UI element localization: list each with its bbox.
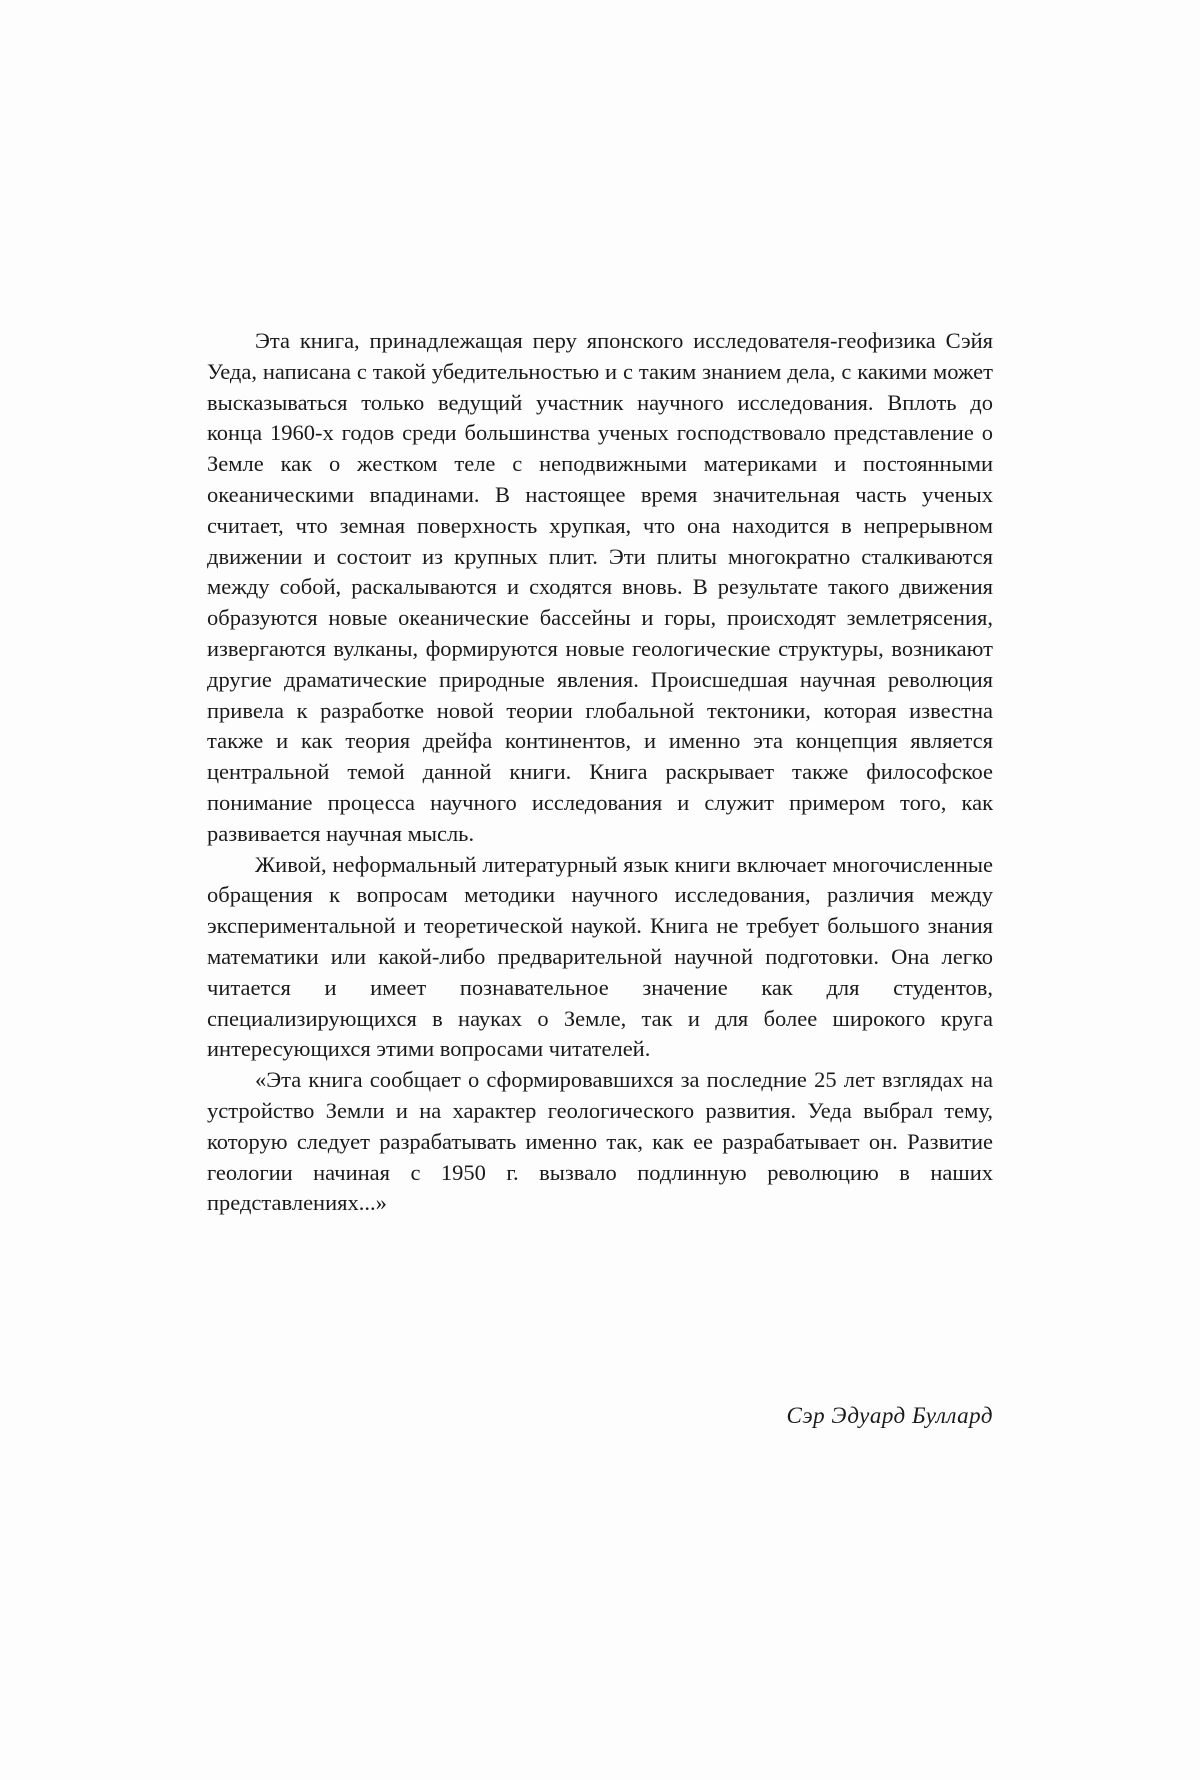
annotation-text xyxy=(207,326,993,1219)
quote-author-signature: Сэр Эдуард Буллард xyxy=(786,1403,993,1428)
paragraph-2: Живой, неформальный литературный язык книги включает многочисленные обращения к вопросам методики научного исследования, различия между экспериментальной и теоретической наукой. Книга не требует большого знания математики или какой-либо предварительной научной подготовки. Она легко читается и имеет познавательное значение как для студентов, специализирующихся в науках о Земле, так и для более широкого круга интересующихся этими вопросами читателей. xyxy=(207,851,993,1062)
paragraph-3-quote: «Эта книга сообщает о сформировавшихся за последние 25 лет взглядах на устройство Земли и на характер геологического развития. Уеда выбрал тему, которую следует разрабатывать именно так, как ее разрабатывает он. Развитие геологии начиная с 1950 г. вызвало подлинную революцию в наших представлениях...» xyxy=(207,1067,993,1216)
paragraph-1: Эта книга, принадлежащая перу японского исследователя-геофизика Сэйя Уеда, написана с такой убедительностью и с таким знанием дела, с какими может высказываться только ведущий участник научного исследования. Вплоть до конца 1960-х годов среди большинства ученых господствовало представление о Земле как о жестком теле с неподвижными материками и постоянными океаническими впадинами. В настоящее время значительная часть ученых считает, что земная поверхность хрупкая, что она находится в непрерывном движении и состоит из крупных плит. Эти плиты многократно сталкиваются между собой, раскалываются и сходятся вновь. В результате такого движения образуются новые океанические бассейны и горы, происходят землетрясения, извергаются вулканы, формируются новые геологические структуры, возникают другие драматические природные явления. Происшедшая научная революция привела к разработке новой теории глобальной тектоники, которая известна также и как теория дрейфа континентов, и именно эта концепция является центральной темой данной книги. Книга раскрывает также философское понимание процесса научного исследования и служит примером того, как развивается научная мысль. xyxy=(207,328,993,846)
